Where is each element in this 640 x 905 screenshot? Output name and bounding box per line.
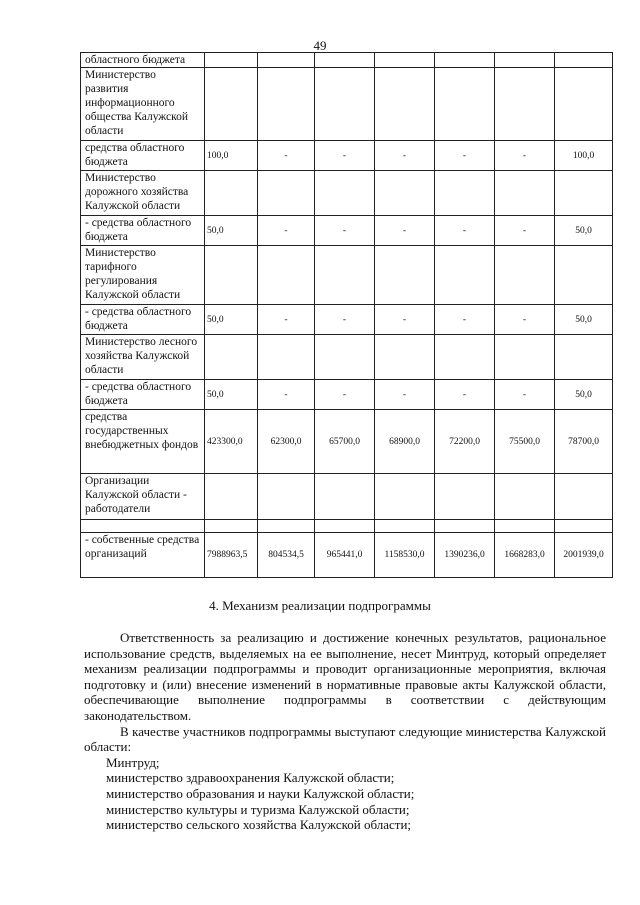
row-label: Министерство лесного хозяйства Калужской области bbox=[81, 335, 205, 380]
section-body bbox=[84, 630, 606, 833]
value-cell bbox=[258, 171, 315, 216]
table-row bbox=[81, 380, 613, 410]
value-cell bbox=[205, 68, 258, 141]
value-cell bbox=[315, 520, 375, 533]
list-item: министерство культуры и туризма Калужской области; bbox=[106, 801, 410, 817]
row-label: Организации Калужской области - работодатели bbox=[81, 474, 205, 520]
value-cell bbox=[435, 53, 495, 68]
value-cell: - bbox=[495, 380, 555, 410]
value-cell bbox=[315, 171, 375, 216]
value-cell: - bbox=[315, 216, 375, 246]
value-cell bbox=[258, 474, 315, 520]
value-cell: - bbox=[435, 305, 495, 335]
value-cell: 965441,0 bbox=[315, 533, 375, 578]
value-cell bbox=[375, 335, 435, 380]
value-cell bbox=[435, 520, 495, 533]
value-cell bbox=[258, 335, 315, 380]
value-cell: 1390236,0 bbox=[435, 533, 495, 578]
value-cell: 62300,0 bbox=[258, 410, 315, 474]
value-cell: 50,0 bbox=[555, 216, 613, 246]
value-cell bbox=[315, 53, 375, 68]
page-number: 49 bbox=[313, 38, 327, 53]
value-cell bbox=[495, 520, 555, 533]
row-label: - средства областного бюджета bbox=[81, 305, 205, 335]
value-cell bbox=[375, 520, 435, 533]
row-label: средства областного бюджета bbox=[81, 141, 205, 171]
value-cell: - bbox=[435, 216, 495, 246]
value-cell bbox=[435, 246, 495, 305]
value-cell bbox=[315, 474, 375, 520]
section-heading: 4. Механизм реализации подпрограммы bbox=[209, 598, 431, 613]
value-cell bbox=[315, 68, 375, 141]
value-cell: 50,0 bbox=[205, 216, 258, 246]
value-cell bbox=[258, 68, 315, 141]
value-cell bbox=[495, 68, 555, 141]
table-row bbox=[81, 533, 613, 578]
value-cell: 72200,0 bbox=[435, 410, 495, 474]
value-cell: - bbox=[315, 305, 375, 335]
value-cell bbox=[555, 246, 613, 305]
table-row bbox=[81, 335, 613, 380]
value-cell bbox=[258, 246, 315, 305]
row-label: Министерство дорожного хозяйства Калужской области bbox=[81, 171, 205, 216]
list-item: министерство образования и науки Калужской области; bbox=[106, 785, 415, 801]
value-cell: 75500,0 bbox=[495, 410, 555, 474]
value-cell bbox=[435, 171, 495, 216]
participants-paragraph: В качестве участников подпрограммы выступают следующие министерства Калужской области: bbox=[84, 723, 606, 755]
table-row bbox=[81, 474, 613, 520]
value-cell bbox=[205, 53, 258, 68]
value-cell: - bbox=[495, 305, 555, 335]
table-row bbox=[81, 305, 613, 335]
value-cell bbox=[375, 246, 435, 305]
budget-table-body bbox=[81, 53, 613, 578]
row-label: - собственные средства организаций bbox=[81, 533, 205, 578]
value-cell: 804534,5 bbox=[258, 533, 315, 578]
value-cell bbox=[315, 246, 375, 305]
value-cell bbox=[435, 68, 495, 141]
value-cell: - bbox=[495, 141, 555, 171]
value-cell: 100,0 bbox=[555, 141, 613, 171]
responsibility-paragraph: Ответственность за реализацию и достижение конечных результатов, рациональное использование средств, выделяемых на ее выполнение, несет Минтруд, который определяет механизм реализации подпрограммы и проводит организационные мероприятия, включая подготовку и (или) внесение изменений в нормативные правовые акты Калужской области, обеспечивающие выполнение подпрограммы в соответствии с действующим законодательством. bbox=[84, 630, 606, 723]
value-cell: 50,0 bbox=[205, 380, 258, 410]
row-label: - средства областного бюджета bbox=[81, 380, 205, 410]
row-label: Министерство развития информационного общества Калужской области bbox=[81, 68, 205, 141]
value-cell: - bbox=[258, 141, 315, 171]
value-cell: - bbox=[495, 216, 555, 246]
value-cell: - bbox=[258, 380, 315, 410]
value-cell bbox=[375, 474, 435, 520]
row-label: - средства областного бюджета bbox=[81, 216, 205, 246]
value-cell: - bbox=[435, 380, 495, 410]
value-cell: - bbox=[375, 216, 435, 246]
value-cell: - bbox=[315, 380, 375, 410]
value-cell bbox=[495, 474, 555, 520]
value-cell: 100,0 bbox=[205, 141, 258, 171]
value-cell bbox=[555, 474, 613, 520]
value-cell bbox=[555, 171, 613, 216]
value-cell: 7988963,5 bbox=[205, 533, 258, 578]
value-cell: 2001939,0 bbox=[555, 533, 613, 578]
value-cell bbox=[435, 474, 495, 520]
value-cell bbox=[495, 335, 555, 380]
value-cell: - bbox=[258, 305, 315, 335]
value-cell bbox=[555, 335, 613, 380]
value-cell: 50,0 bbox=[205, 305, 258, 335]
value-cell: 423300,0 bbox=[205, 410, 258, 474]
value-cell bbox=[315, 335, 375, 380]
value-cell: 50,0 bbox=[555, 380, 613, 410]
value-cell: 50,0 bbox=[555, 305, 613, 335]
table-row bbox=[81, 141, 613, 171]
value-cell bbox=[205, 335, 258, 380]
value-cell bbox=[375, 68, 435, 141]
value-cell bbox=[435, 335, 495, 380]
value-cell: - bbox=[258, 216, 315, 246]
value-cell bbox=[375, 171, 435, 216]
row-label: Министерство тарифного регулирования Калужской области bbox=[81, 246, 205, 305]
table-row bbox=[81, 68, 613, 141]
budget-table bbox=[80, 52, 613, 578]
table-row bbox=[81, 171, 613, 216]
value-cell bbox=[495, 53, 555, 68]
table-row bbox=[81, 216, 613, 246]
value-cell: - bbox=[375, 380, 435, 410]
value-cell bbox=[205, 474, 258, 520]
value-cell bbox=[555, 520, 613, 533]
value-cell bbox=[555, 53, 613, 68]
value-cell: - bbox=[315, 141, 375, 171]
value-cell bbox=[205, 246, 258, 305]
value-cell bbox=[495, 171, 555, 216]
value-cell: - bbox=[435, 141, 495, 171]
value-cell: - bbox=[375, 141, 435, 171]
value-cell: 1158530,0 bbox=[375, 533, 435, 578]
value-cell bbox=[205, 171, 258, 216]
value-cell: 78700,0 bbox=[555, 410, 613, 474]
value-cell bbox=[375, 53, 435, 68]
value-cell: 65700,0 bbox=[315, 410, 375, 474]
list-item: Минтруд; bbox=[106, 754, 160, 770]
table-row bbox=[81, 53, 613, 68]
value-cell bbox=[205, 520, 258, 533]
value-cell bbox=[258, 53, 315, 68]
value-cell: 68900,0 bbox=[375, 410, 435, 474]
table-row bbox=[81, 410, 613, 474]
table-row bbox=[81, 246, 613, 305]
list-item: министерство сельского хозяйства Калужской области; bbox=[106, 817, 412, 833]
value-cell bbox=[555, 68, 613, 141]
list-item: министерство здравоохранения Калужской области; bbox=[106, 770, 395, 786]
value-cell: - bbox=[375, 305, 435, 335]
row-label bbox=[81, 520, 205, 533]
row-label: областного бюджета bbox=[81, 53, 205, 68]
value-cell: 1668283,0 bbox=[495, 533, 555, 578]
participants-list bbox=[84, 755, 606, 833]
table-row bbox=[81, 520, 613, 533]
row-label: средства государственных внебюджетных фондов bbox=[81, 410, 205, 474]
value-cell bbox=[495, 246, 555, 305]
value-cell bbox=[258, 520, 315, 533]
